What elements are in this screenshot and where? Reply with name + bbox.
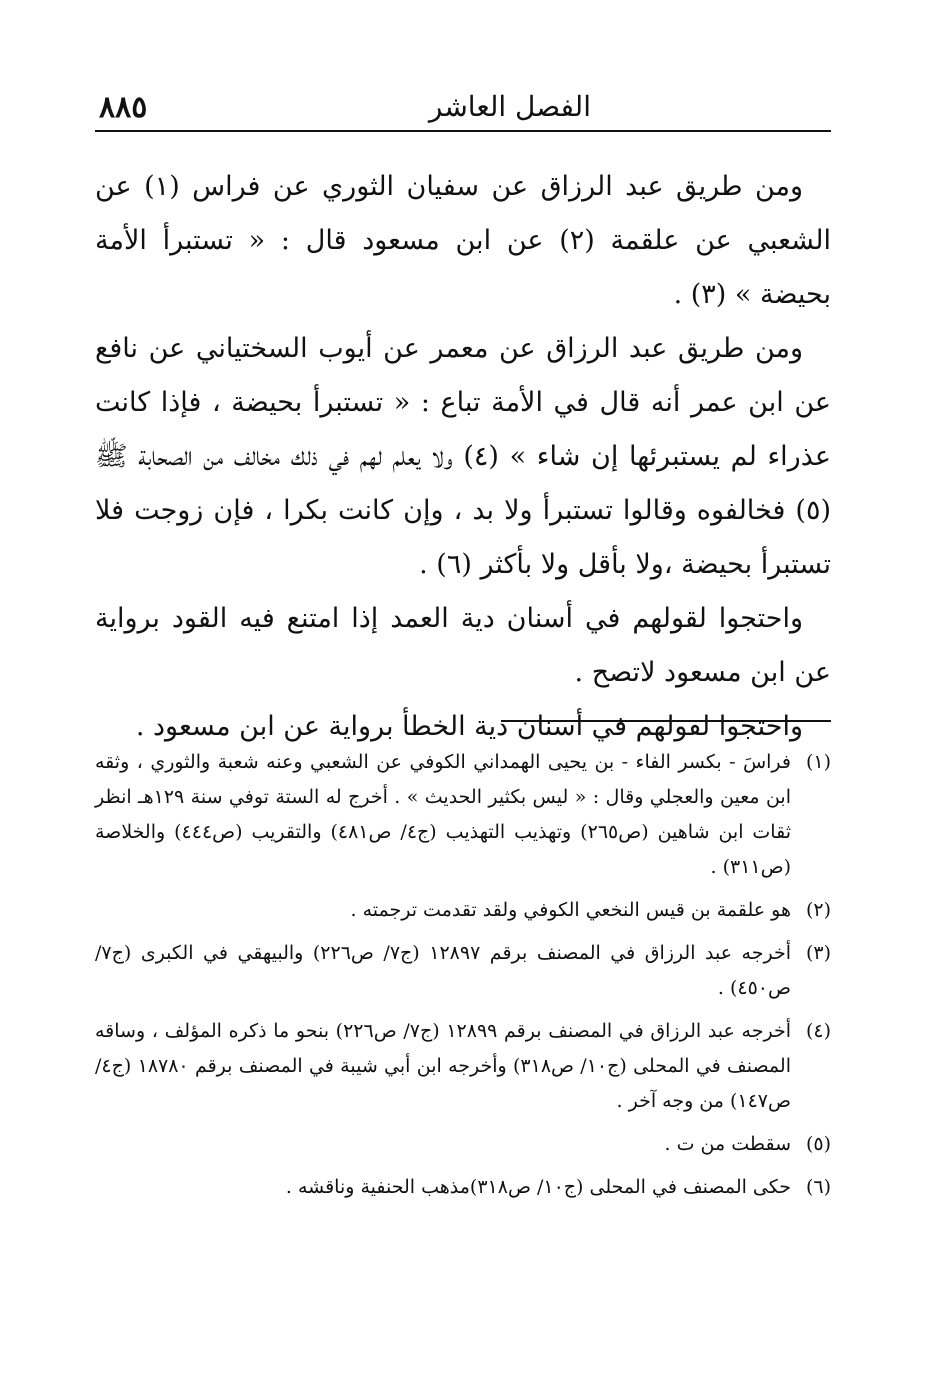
footnote — [95, 1127, 831, 1162]
paragraph: ومن طريق عبد الرزاق عن سفيان الثوري عن فراس (١) عن الشعبي عن علقمة (٢) عن ابن مسعود قال : « تستبرأ الأمة بحيضة » (٣) . — [95, 171, 831, 310]
footnote-number: (٤) — [805, 1020, 831, 1042]
footnote — [95, 745, 831, 885]
footnote — [95, 1014, 831, 1119]
footnote-text: سقطت من ت . — [664, 1133, 791, 1155]
footnote-text: فراسَ - بكسر الفاء - بن يحيى الهمداني الكوفي عن الشعبي وعنه شعبة والثوري ، وثقه ابن معين والعجلي وقال : « ليس بكثير الحديث » . أخرج له الستة توفي سنة ١٢٩هـ انظر ثقات ابن شاهين (ص٢٦٥) وتهذيب التهذيب (ج٤/ ص٤٨١) والتقريب (ص٤٤٤) والخلاصة (ص٣١١) . — [95, 751, 791, 878]
footnote-number: (٢) — [805, 899, 831, 921]
footnote-number: (٥) — [805, 1133, 831, 1155]
footnotes — [95, 745, 831, 1213]
footnote — [95, 1170, 831, 1205]
chapter-title: الفصل العاشر — [428, 90, 591, 123]
footnote-text: هو علقمة بن قيس النخعي الكوفي ولقد تقدمت ترجمته . — [350, 899, 791, 921]
footnote — [95, 936, 831, 1006]
footnote — [95, 893, 831, 928]
page-header — [95, 90, 831, 132]
footnote-number: (١) — [805, 751, 831, 773]
main-text — [95, 160, 831, 754]
paragraph: ومن طريق عبد الرزاق عن معمر عن أيوب السختياني عن نافع عن ابن عمر أنه قال في الأمة تباع : « تستبرأ بحيضة ، فإذا كانت عذراء لم يستبرئها إن شاء » (٤) ولا يعلم لهم في ذلك مخالف من الصحابة ﷺ (٥) فخالفوه وقالوا تستبرأ ولا بد ، وإن كانت بكرا ، فإن زوجت فلا تستبرأ بحيضة ،ولا بأقل ولا بأكثر (٦) . — [95, 333, 831, 580]
paragraph: واحتجوا لقولهم في أسنان دية العمد إذا امتنع فيه القود برواية عن ابن مسعود لاتصح . — [95, 603, 831, 688]
footnote-text: أخرجه عبد الرزاق في المصنف برقم ١٢٨٩٧ (ج٧/ ص٢٢٦) والبيهقي في الكبرى (ج٧/ ص٤٥٠) . — [95, 942, 791, 999]
footnote-text: أخرجه عبد الرزاق في المصنف برقم ١٢٨٩٩ (ج٧/ ص٢٢٦) بنحو ما ذكره المؤلف ، وساقه المصنف في المحلى (ج١٠/ ص٣١٨) وأخرجه ابن أبي شيبة في المصنف برقم ١٨٧٨٠ (ج٤/ ص١٤٧) من وجه آخر . — [95, 1020, 791, 1112]
footnote-separator — [501, 720, 831, 722]
footnote-number: (٣) — [805, 942, 831, 964]
footnote-text: حكى المصنف في المحلى (ج١٠/ ص٣١٨)مذهب الحنفية وناقشه . — [285, 1176, 791, 1198]
page-number: ٨٨٥ — [99, 90, 148, 125]
footnote-number: (٦) — [805, 1176, 831, 1198]
paragraph: واحتجوا لقولهم في أسنان دية الخطأ برواية عن ابن مسعود . — [135, 711, 803, 742]
